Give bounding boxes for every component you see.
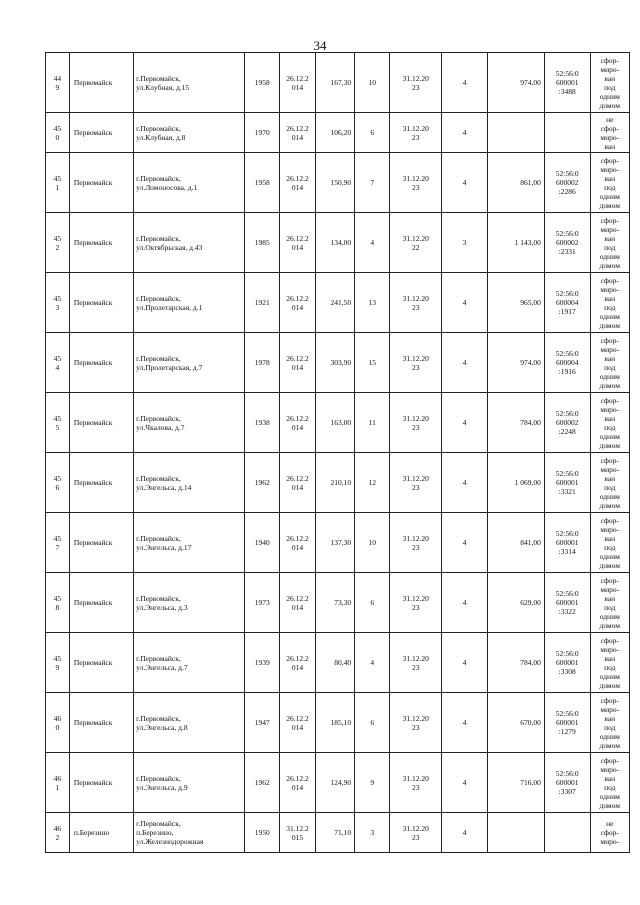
relocation-deadline-cell: 31.12.20 23 [390, 453, 442, 513]
residents-count-cell: 4 [355, 633, 390, 693]
inclusion-date-cell: 26.12.2 014 [280, 153, 315, 213]
relocation-deadline-cell: 31.12.20 23 [390, 113, 442, 153]
land-plot-status-cell: не сфор- миро- ван [590, 113, 629, 153]
settlement-cell: Первомайск [69, 53, 133, 113]
build-year-cell: 1947 [245, 693, 280, 753]
stage-cell: 4 [442, 153, 488, 213]
area-cell: 303,90 [315, 333, 354, 393]
settlement-cell: Первомайск [69, 113, 133, 153]
area-cell: 106,20 [315, 113, 354, 153]
row-number-cell: 45 7 [46, 513, 70, 573]
area-cell: 185,10 [315, 693, 354, 753]
row-number-cell: 45 6 [46, 453, 70, 513]
address-cell: г.Первомайск, ул.Пролетарская, д.1 [134, 273, 245, 333]
table-row [46, 453, 630, 513]
cost-cell: 965,00 [487, 273, 544, 333]
table-row [46, 273, 630, 333]
table-row [46, 633, 630, 693]
row-number-cell: 45 9 [46, 633, 70, 693]
settlement-cell: Первомайск [69, 453, 133, 513]
cost-cell: 861,00 [487, 153, 544, 213]
cadastral-number-cell: 52:56:0 600002 :2248 [544, 393, 590, 453]
address-cell: г.Первомайск, ул.Чкалова, д.7 [134, 393, 245, 453]
build-year-cell: 1978 [245, 333, 280, 393]
address-cell: г.Первомайск, ул.Энгельса, д.17 [134, 513, 245, 573]
inclusion-date-cell: 26.12.2 014 [280, 113, 315, 153]
residents-count-cell: 7 [355, 153, 390, 213]
relocation-deadline-cell: 31.12.20 23 [390, 573, 442, 633]
settlement-cell: Первомайск [69, 333, 133, 393]
stage-cell: 4 [442, 53, 488, 113]
inclusion-date-cell: 26.12.2 014 [280, 53, 315, 113]
build-year-cell: 1958 [245, 153, 280, 213]
land-plot-status-cell: сфор- миро- ван под одним домом [590, 393, 629, 453]
land-plot-status-cell: не сфор- миро- [590, 813, 629, 853]
address-cell: г.Первомайск, ул.Октябрьская, д.43 [134, 213, 245, 273]
relocation-deadline-cell: 31.12.20 23 [390, 513, 442, 573]
address-cell: г.Первомайск, ул.Клубная, д.8 [134, 113, 245, 153]
stage-cell: 3 [442, 213, 488, 273]
relocation-deadline-cell: 31.12.20 23 [390, 633, 442, 693]
settlement-cell: Первомайск [69, 513, 133, 573]
cost-cell: 629,00 [487, 573, 544, 633]
area-cell: 150,90 [315, 153, 354, 213]
table-row [46, 333, 630, 393]
residents-count-cell: 6 [355, 693, 390, 753]
address-cell: г.Первомайск, ул.Энгельса, д.14 [134, 453, 245, 513]
cadastral-number-cell [544, 113, 590, 153]
cadastral-number-cell: 52:56:0 600001 :3321 [544, 453, 590, 513]
address-cell: г.Первомайск, ул.Пролетарская, д.7 [134, 333, 245, 393]
area-cell: 80,40 [315, 633, 354, 693]
land-plot-status-cell: сфор- миро- ван под одним домом [590, 573, 629, 633]
stage-cell: 4 [442, 453, 488, 513]
cost-cell [487, 113, 544, 153]
residents-count-cell: 11 [355, 393, 390, 453]
build-year-cell: 1985 [245, 213, 280, 273]
cadastral-number-cell: 52:56:0 600004 :1917 [544, 273, 590, 333]
land-plot-status-cell: сфор- миро- ван под одним домом [590, 53, 629, 113]
table-row [46, 693, 630, 753]
table-row [46, 753, 630, 813]
residents-count-cell: 6 [355, 113, 390, 153]
housing-registry-table [45, 52, 630, 853]
residents-count-cell: 4 [355, 213, 390, 273]
relocation-deadline-cell: 31.12.20 23 [390, 813, 442, 853]
build-year-cell: 1970 [245, 113, 280, 153]
inclusion-date-cell: 26.12.2 014 [280, 513, 315, 573]
build-year-cell: 1958 [245, 53, 280, 113]
stage-cell: 4 [442, 513, 488, 573]
area-cell: 71,10 [315, 813, 354, 853]
relocation-deadline-cell: 31.12.20 23 [390, 753, 442, 813]
area-cell: 134,00 [315, 213, 354, 273]
table-row [46, 573, 630, 633]
cadastral-number-cell: 52:56:0 600002 :2286 [544, 153, 590, 213]
row-number-cell: 45 2 [46, 213, 70, 273]
cost-cell: 784,00 [487, 393, 544, 453]
row-number-cell: 45 8 [46, 573, 70, 633]
build-year-cell: 1950 [245, 813, 280, 853]
cost-cell: 784,00 [487, 633, 544, 693]
area-cell: 210,10 [315, 453, 354, 513]
page-number: 34 [313, 38, 327, 53]
settlement-cell: Первомайск [69, 393, 133, 453]
build-year-cell: 1940 [245, 513, 280, 573]
table-row [46, 393, 630, 453]
stage-cell: 4 [442, 393, 488, 453]
address-cell: г.Первомайск, п.Березино, ул.Железнодорожная [134, 813, 245, 853]
build-year-cell: 1973 [245, 573, 280, 633]
residents-count-cell: 12 [355, 453, 390, 513]
address-cell: г.Первомайск, ул.Энгельса, д.9 [134, 753, 245, 813]
stage-cell: 4 [442, 273, 488, 333]
stage-cell: 4 [442, 573, 488, 633]
settlement-cell: Первомайск [69, 753, 133, 813]
row-number-cell: 44 9 [46, 53, 70, 113]
residents-count-cell: 10 [355, 513, 390, 573]
land-plot-status-cell: сфор- миро- ван под одним домом [590, 513, 629, 573]
build-year-cell: 1921 [245, 273, 280, 333]
inclusion-date-cell: 26.12.2 014 [280, 213, 315, 273]
inclusion-date-cell: 26.12.2 014 [280, 273, 315, 333]
build-year-cell: 1962 [245, 753, 280, 813]
stage-cell: 4 [442, 113, 488, 153]
inclusion-date-cell: 26.12.2 014 [280, 453, 315, 513]
build-year-cell: 1962 [245, 453, 280, 513]
relocation-deadline-cell: 31.12.20 23 [390, 273, 442, 333]
residents-count-cell: 10 [355, 53, 390, 113]
cost-cell: 974,00 [487, 333, 544, 393]
address-cell: г.Первомайск, ул.Клубная, д.15 [134, 53, 245, 113]
stage-cell: 4 [442, 753, 488, 813]
table-row [46, 113, 630, 153]
settlement-cell: Первомайск [69, 153, 133, 213]
residents-count-cell: 6 [355, 573, 390, 633]
row-number-cell: 45 1 [46, 153, 70, 213]
land-plot-status-cell: сфор- миро- ван под одним домом [590, 633, 629, 693]
cost-cell: 670,00 [487, 693, 544, 753]
cadastral-number-cell: 52:56:0 600001 :1279 [544, 693, 590, 753]
stage-cell: 4 [442, 333, 488, 393]
address-cell: г.Первомайск, ул.Энгельса, д.7 [134, 633, 245, 693]
area-cell: 124,90 [315, 753, 354, 813]
table-row [46, 813, 630, 853]
area-cell: 137,30 [315, 513, 354, 573]
area-cell: 167,30 [315, 53, 354, 113]
settlement-cell: Первомайск [69, 213, 133, 273]
address-cell: г.Первомайск, ул.Энгельса, д.8 [134, 693, 245, 753]
inclusion-date-cell: 26.12.2 014 [280, 633, 315, 693]
cadastral-number-cell: 52:56:0 600002 :2331 [544, 213, 590, 273]
address-cell: г.Первомайск, ул.Энгельса, д.3 [134, 573, 245, 633]
cadastral-number-cell: 52:56:0 600001 :3307 [544, 753, 590, 813]
row-number-cell: 45 3 [46, 273, 70, 333]
inclusion-date-cell: 26.12.2 014 [280, 753, 315, 813]
residents-count-cell: 15 [355, 333, 390, 393]
cadastral-number-cell [544, 813, 590, 853]
area-cell: 163,00 [315, 393, 354, 453]
row-number-cell: 46 0 [46, 693, 70, 753]
land-plot-status-cell: сфор- миро- ван под одним домом [590, 453, 629, 513]
cost-cell: 716,00 [487, 753, 544, 813]
area-cell: 73,30 [315, 573, 354, 633]
land-plot-status-cell: сфор- миро- ван под одним домом [590, 273, 629, 333]
stage-cell: 4 [442, 813, 488, 853]
cadastral-number-cell: 52:56:0 600004 :1916 [544, 333, 590, 393]
stage-cell: 4 [442, 693, 488, 753]
table-row [46, 213, 630, 273]
relocation-deadline-cell: 31.12.20 23 [390, 333, 442, 393]
row-number-cell: 45 5 [46, 393, 70, 453]
land-plot-status-cell: сфор- миро- ван под одним домом [590, 333, 629, 393]
cost-cell: 1 069,00 [487, 453, 544, 513]
cost-cell: 974,00 [487, 53, 544, 113]
stage-cell: 4 [442, 633, 488, 693]
build-year-cell: 1938 [245, 393, 280, 453]
settlement-cell: Первомайск [69, 573, 133, 633]
inclusion-date-cell: 26.12.2 014 [280, 333, 315, 393]
residents-count-cell: 3 [355, 813, 390, 853]
land-plot-status-cell: сфор- миро- ван под одним домом [590, 213, 629, 273]
settlement-cell: п.Березино [69, 813, 133, 853]
table-row [46, 513, 630, 573]
inclusion-date-cell: 26.12.2 014 [280, 573, 315, 633]
land-plot-status-cell: сфор- миро- ван под одним домом [590, 753, 629, 813]
row-number-cell: 45 0 [46, 113, 70, 153]
cost-cell: 1 143,00 [487, 213, 544, 273]
build-year-cell: 1939 [245, 633, 280, 693]
relocation-deadline-cell: 31.12.20 23 [390, 693, 442, 753]
row-number-cell: 46 2 [46, 813, 70, 853]
row-number-cell: 46 1 [46, 753, 70, 813]
table-row [46, 153, 630, 213]
cadastral-number-cell: 52:56:0 600001 :3322 [544, 573, 590, 633]
cost-cell: 841,00 [487, 513, 544, 573]
relocation-deadline-cell: 31.12.20 22 [390, 213, 442, 273]
settlement-cell: Первомайск [69, 633, 133, 693]
cadastral-number-cell: 52:56:0 600001 :3314 [544, 513, 590, 573]
inclusion-date-cell: 26.12.2 014 [280, 693, 315, 753]
row-number-cell: 45 4 [46, 333, 70, 393]
land-plot-status-cell: сфор- миро- ван под одним домом [590, 153, 629, 213]
land-plot-status-cell: сфор- миро- ван под одним домом [590, 693, 629, 753]
relocation-deadline-cell: 31.12.20 23 [390, 393, 442, 453]
table-row [46, 53, 630, 113]
relocation-deadline-cell: 31.12.20 23 [390, 153, 442, 213]
cadastral-number-cell: 52:56:0 600001 :3308 [544, 633, 590, 693]
residents-count-cell: 13 [355, 273, 390, 333]
relocation-deadline-cell: 31.12.20 23 [390, 53, 442, 113]
settlement-cell: Первомайск [69, 273, 133, 333]
inclusion-date-cell: 31.12.2 015 [280, 813, 315, 853]
address-cell: г.Первомайск, ул.Ломоносова, д.1 [134, 153, 245, 213]
residents-count-cell: 9 [355, 753, 390, 813]
cost-cell [487, 813, 544, 853]
inclusion-date-cell: 26.12.2 014 [280, 393, 315, 453]
settlement-cell: Первомайск [69, 693, 133, 753]
area-cell: 241,50 [315, 273, 354, 333]
table-body [46, 53, 630, 853]
cadastral-number-cell: 52:56:0 600001 :3488 [544, 53, 590, 113]
